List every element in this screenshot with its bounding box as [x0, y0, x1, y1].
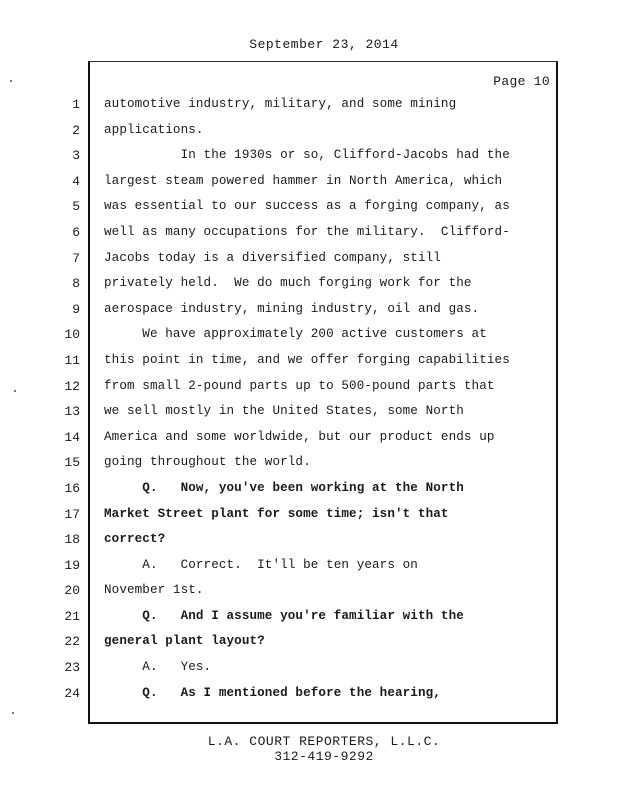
transcript-line — [0, 527, 618, 553]
line-number: 17 — [64, 506, 80, 522]
line-text: aerospace industry, mining industry, oil and gas. — [104, 301, 480, 316]
line-number: 4 — [72, 173, 80, 189]
transcript-line — [0, 118, 618, 144]
line-text: privately held. We do much forging work for the — [104, 276, 472, 291]
scan-speck — [12, 712, 14, 714]
transcript-line — [0, 271, 618, 297]
line-text: Q. And I assume you're familiar with the — [104, 608, 464, 623]
line-number: 15 — [64, 455, 80, 471]
line-text: A. Correct. It'll be ten years on — [104, 557, 418, 572]
line-number: 21 — [64, 608, 80, 624]
scan-speck — [10, 80, 12, 82]
line-number: 11 — [64, 352, 80, 368]
page-number: Page 10 — [493, 74, 550, 89]
page-footer — [0, 734, 618, 764]
line-number: 8 — [72, 276, 80, 292]
transcript-line — [0, 220, 618, 246]
line-text: from small 2-pound parts up to 500-pound parts that — [104, 378, 495, 393]
line-number: 5 — [72, 199, 80, 215]
footer-phone: 312-419-9292 — [274, 749, 374, 764]
line-number: 13 — [64, 404, 80, 420]
transcript-line — [0, 143, 618, 169]
line-number: 20 — [64, 583, 80, 599]
transcript-line — [0, 681, 618, 707]
transcript-line — [0, 425, 618, 451]
line-number: 14 — [64, 429, 80, 445]
line-text: well as many occupations for the military. Clifford- — [104, 224, 510, 239]
transcript-line — [0, 553, 618, 579]
line-text: America and some worldwide, but our product ends up — [104, 429, 495, 444]
transcript-line — [0, 348, 618, 374]
line-text: largest steam powered hammer in North America, which — [104, 173, 503, 188]
line-text: We have approximately 200 active customers at — [104, 327, 487, 342]
transcript-line — [0, 629, 618, 655]
line-text: Market Street plant for some time; isn't that — [104, 506, 449, 521]
line-number: 2 — [72, 122, 80, 138]
line-number: 19 — [64, 557, 80, 573]
line-number: 3 — [72, 148, 80, 164]
line-number: 10 — [64, 327, 80, 343]
line-number: 23 — [64, 660, 80, 676]
transcript-line — [0, 476, 618, 502]
line-number: 22 — [64, 634, 80, 650]
line-text: correct? — [104, 532, 166, 547]
transcript-line — [0, 502, 618, 528]
footer-company: L.A. COURT REPORTERS, L.L.C. — [207, 734, 441, 749]
transcript-line — [0, 194, 618, 220]
transcript-line — [0, 297, 618, 323]
line-number: 16 — [64, 480, 80, 496]
line-number: 7 — [72, 250, 80, 266]
transcript-line — [0, 246, 618, 272]
line-number: 1 — [72, 97, 80, 112]
line-text: was essential to our success as a forging company, as — [104, 199, 510, 214]
line-number: 18 — [64, 532, 80, 548]
transcript-line — [0, 604, 618, 630]
page-header-date: September 23, 2014 — [249, 37, 399, 52]
scan-speck — [14, 390, 16, 392]
line-text: going throughout the world. — [104, 455, 311, 470]
transcript-line — [0, 450, 618, 476]
line-text: this point in time, and we offer forging capabilities — [104, 352, 510, 367]
line-number: 12 — [64, 378, 80, 394]
transcript-line — [0, 322, 618, 348]
line-text: Q. Now, you've been working at the North — [104, 480, 464, 495]
transcript-lines — [0, 92, 618, 706]
line-text: applications. — [104, 122, 204, 137]
line-text: A. Yes. — [104, 660, 212, 675]
transcript-line — [0, 578, 618, 604]
line-text: general plant layout? — [104, 634, 265, 649]
line-text: we sell mostly in the United States, some North — [104, 404, 464, 419]
transcript-line — [0, 169, 618, 195]
line-text: In the 1930s or so, Clifford-Jacobs had the — [104, 148, 510, 163]
transcript-line — [0, 655, 618, 681]
line-text: November 1st. — [104, 583, 204, 598]
line-text: automotive industry, military, and some mining — [104, 97, 457, 111]
transcript-line — [0, 92, 618, 118]
line-text: Q. As I mentioned before the hearing, — [104, 685, 441, 700]
transcript-line — [0, 399, 618, 425]
transcript-line — [0, 374, 618, 400]
line-number: 6 — [72, 224, 80, 240]
line-number: 24 — [64, 685, 80, 701]
line-number: 9 — [72, 301, 80, 317]
line-text: Jacobs today is a diversified company, still — [104, 250, 441, 265]
